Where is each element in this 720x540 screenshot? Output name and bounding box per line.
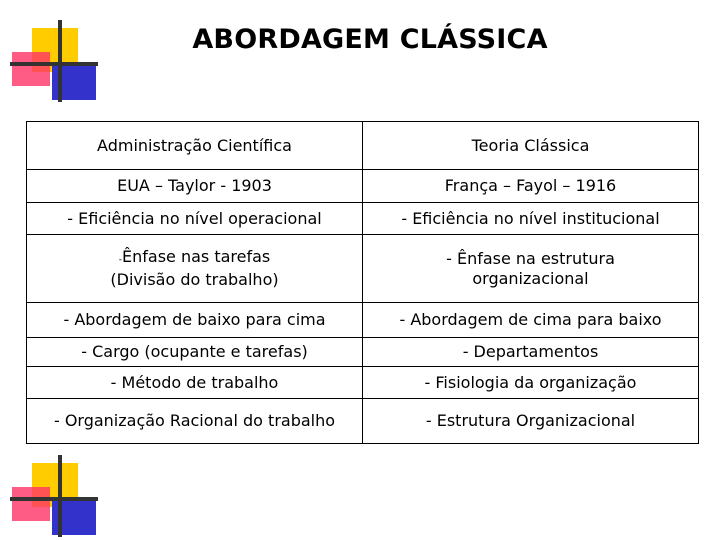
cell-prefix: - (118, 255, 122, 265)
cell-line: organizacional (472, 268, 589, 288)
table-row (27, 367, 699, 399)
table-cell: - Fisiologia da organização (363, 367, 699, 399)
table-cell: - Cargo (ocupante e tarefas) (27, 338, 363, 367)
table-cell (363, 235, 699, 303)
cell-line: (Divisão do trabalho) (110, 270, 279, 289)
table-cell: - Eficiência no nível operacional (27, 203, 363, 235)
table-cell: França – Fayol – 1916 (363, 170, 699, 203)
page-title: ABORDAGEM CLÁSSICA (192, 24, 548, 55)
table-cell: - Método de trabalho (27, 367, 363, 399)
comparison-table (26, 121, 699, 444)
table-row (27, 399, 699, 444)
cell-line: Ênfase nas tarefas (122, 247, 271, 266)
table-cell: - Departamentos (363, 338, 699, 367)
table-cell: - Eficiência no nível institucional (363, 203, 699, 235)
table-cell: Teoria Clássica (363, 122, 699, 170)
table-row (27, 338, 699, 367)
table-cell: - Abordagem de cima para baixo (363, 303, 699, 338)
table-row (27, 122, 699, 170)
table-row (27, 203, 699, 235)
table-cell: EUA – Taylor - 1903 (27, 170, 363, 203)
table-cell: - Abordagem de baixo para cima (27, 303, 363, 338)
table-cell: - Organização Racional do trabalho (27, 399, 363, 444)
table-cell: - Estrutura Organizacional (363, 399, 699, 444)
table-row (27, 170, 699, 203)
table-cell (27, 235, 363, 303)
table-row (27, 235, 699, 303)
table-cell: Administração Científica (27, 122, 363, 170)
cell-line: - Ênfase na estrutura (446, 248, 615, 268)
table-row (27, 303, 699, 338)
